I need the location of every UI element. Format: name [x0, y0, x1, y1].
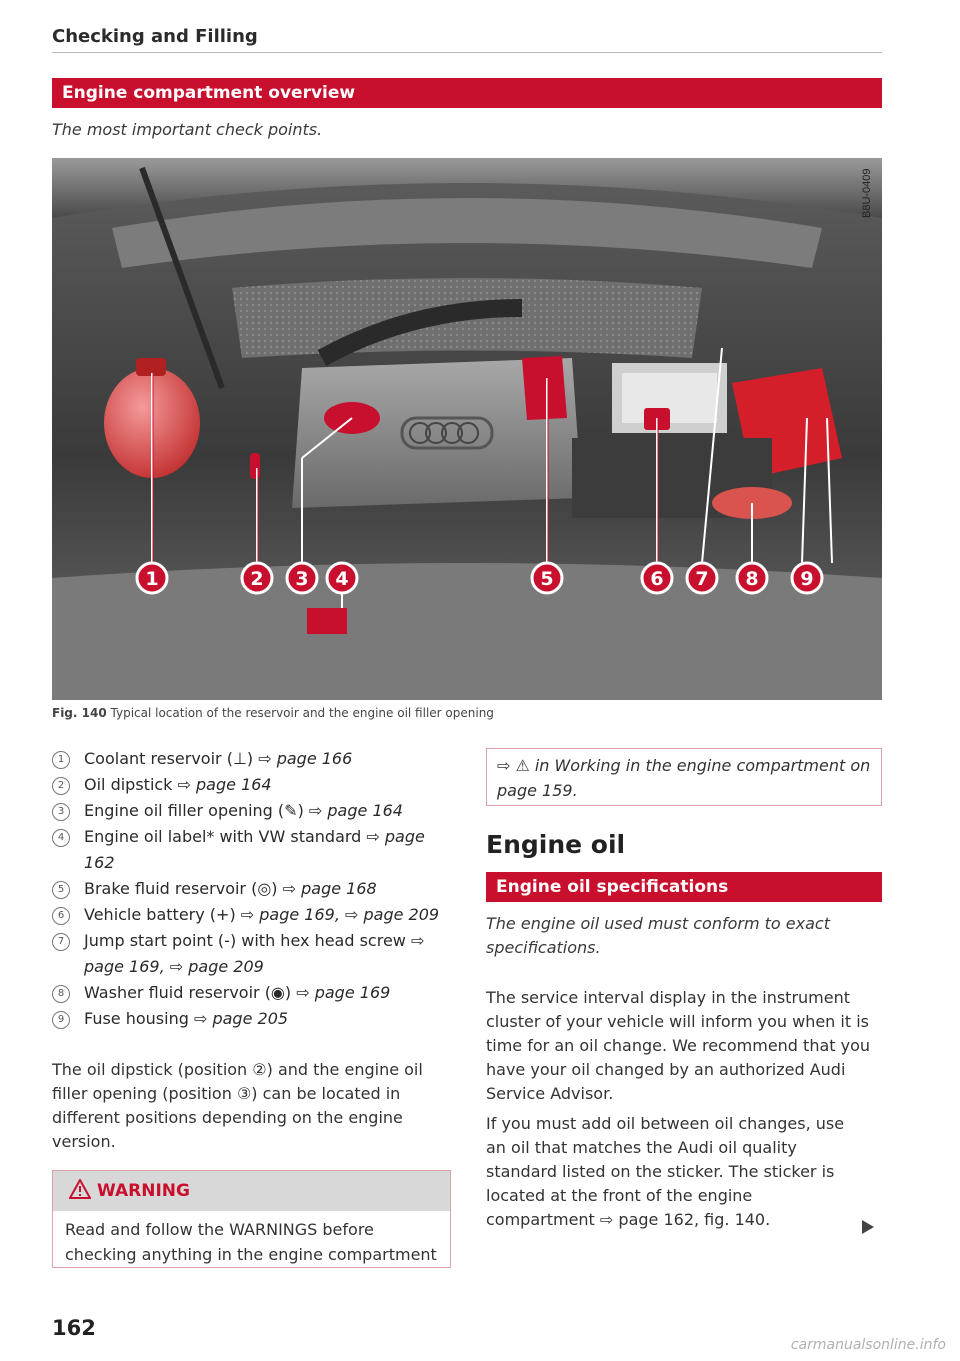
- list-item: [52, 1006, 452, 1032]
- list-number: 9: [52, 1011, 70, 1029]
- list-number: 8: [52, 985, 70, 1003]
- list-number: 2: [52, 777, 70, 795]
- callout-9: [792, 563, 822, 593]
- list-text: Washer fluid reservoir (◉): [84, 983, 297, 1002]
- section-header: Checking and Filling: [52, 26, 258, 47]
- page-link[interactable]: ⇨ page 162: [84, 827, 425, 872]
- callout-3: [287, 563, 317, 593]
- list-item: [52, 876, 452, 902]
- figure-caption: [52, 706, 494, 720]
- callout-7: [687, 563, 717, 593]
- figure-caption-label: Fig. 140: [52, 706, 107, 720]
- list-text: Engine oil filler opening (✎): [84, 801, 309, 820]
- svg-text:3: 3: [295, 568, 309, 590]
- header-rule: [52, 52, 882, 53]
- engine-oil-heading: Engine oil: [486, 830, 626, 859]
- list-item: [52, 772, 452, 798]
- page-link[interactable]: ⇨ page 168: [282, 879, 377, 898]
- page-link[interactable]: ⇨ page 166: [258, 749, 353, 768]
- callout-2: [242, 563, 272, 593]
- svg-text:5: 5: [540, 568, 554, 590]
- page-link[interactable]: ⇨ page 164: [308, 801, 403, 820]
- callout-1: [137, 563, 167, 593]
- engine-oil-para-1: The service interval display in the instrument cluster of your vehicle will inform you when it is time for an oil change. We recommend that you have your oil changed by an authorized Audi Service Advisor.: [486, 988, 871, 1103]
- list-item: [52, 798, 452, 824]
- warning-body: Read and follow the WARNINGS before checking anything in the engine compartment: [65, 1220, 437, 1264]
- warning-header: [53, 1171, 450, 1211]
- engine-oil-spec-title: Engine oil specifications: [486, 872, 882, 902]
- engine-oil-para-2: If you must add oil between oil changes, use an oil that matches the Audi oil quality standard listed on the sticker. The sticker is located at the front of the engine compartment ⇨ page 162, fig. 140.: [486, 1114, 845, 1229]
- page-link[interactable]: ⇨ page 169: [296, 983, 391, 1002]
- overview-subtitle: The most important check points.: [52, 120, 323, 139]
- callout-5: [532, 563, 562, 593]
- warning-reference-box: ⇨ ⚠ in Working in the engine compartment on page 159.: [486, 748, 882, 806]
- svg-text:8: 8: [745, 568, 759, 590]
- list-number: 5: [52, 881, 70, 899]
- page-link[interactable]: ⇨ page 205: [193, 1009, 289, 1028]
- callout-8: [737, 563, 767, 593]
- warning-title: WARNING: [97, 1181, 190, 1201]
- figure-code: B8U-0409: [861, 168, 873, 218]
- callout-6: [642, 563, 672, 593]
- page-number: 162: [52, 1316, 96, 1340]
- list-item: [52, 746, 452, 772]
- list-item: [52, 902, 452, 928]
- list-text: Oil dipstick: [84, 775, 178, 794]
- page-link[interactable]: ⇨ page 169, ⇨ page 209: [84, 931, 425, 976]
- list-item: [52, 928, 452, 980]
- list-number: 7: [52, 933, 70, 951]
- engine-compartment-figure: [52, 158, 882, 700]
- svg-text:2: 2: [250, 568, 264, 590]
- list-number: 6: [52, 907, 70, 925]
- continue-arrow-icon: [862, 1220, 874, 1234]
- svg-text:4: 4: [335, 568, 349, 590]
- list-text: Jump start point (-) with hex head screw: [84, 931, 411, 950]
- page-link[interactable]: ⇨ page 169, ⇨ page 209: [240, 905, 440, 924]
- watermark: carmanualsonline.info: [790, 1337, 946, 1353]
- list-text: Fuse housing: [84, 1009, 194, 1028]
- svg-text:6: 6: [650, 568, 664, 590]
- svg-text:7: 7: [695, 568, 709, 590]
- overview-title: Engine compartment overview: [52, 78, 882, 108]
- warning-box: [52, 1170, 451, 1268]
- list-text: Coolant reservoir (⊥): [84, 749, 259, 768]
- checkpoint-list: [52, 746, 452, 1032]
- callout-4: [327, 563, 357, 593]
- engine-oil-spec-subtitle: The engine oil used must conform to exact specifications.: [486, 914, 830, 957]
- list-text: Vehicle battery (+): [84, 905, 241, 924]
- list-item: [52, 980, 452, 1006]
- list-number: 4: [52, 829, 70, 847]
- dipstick-paragraph: The oil dipstick (position ②) and the engine oil filler opening (position ③) can be located in different positions depending on the engine version.: [52, 1060, 423, 1151]
- list-number: 1: [52, 751, 70, 769]
- svg-text:1: 1: [145, 568, 159, 590]
- list-item: [52, 824, 452, 876]
- page-link[interactable]: ⇨ page 164: [177, 775, 272, 794]
- svg-text:9: 9: [800, 568, 814, 590]
- list-text: Brake fluid reservoir (◎): [84, 879, 283, 898]
- list-number: 3: [52, 803, 70, 821]
- figure-caption-text: Typical location of the reservoir and the engine oil filler opening: [110, 706, 494, 720]
- list-text: Engine oil label* with VW standard: [84, 827, 367, 846]
- warning-triangle-icon: [69, 1179, 91, 1199]
